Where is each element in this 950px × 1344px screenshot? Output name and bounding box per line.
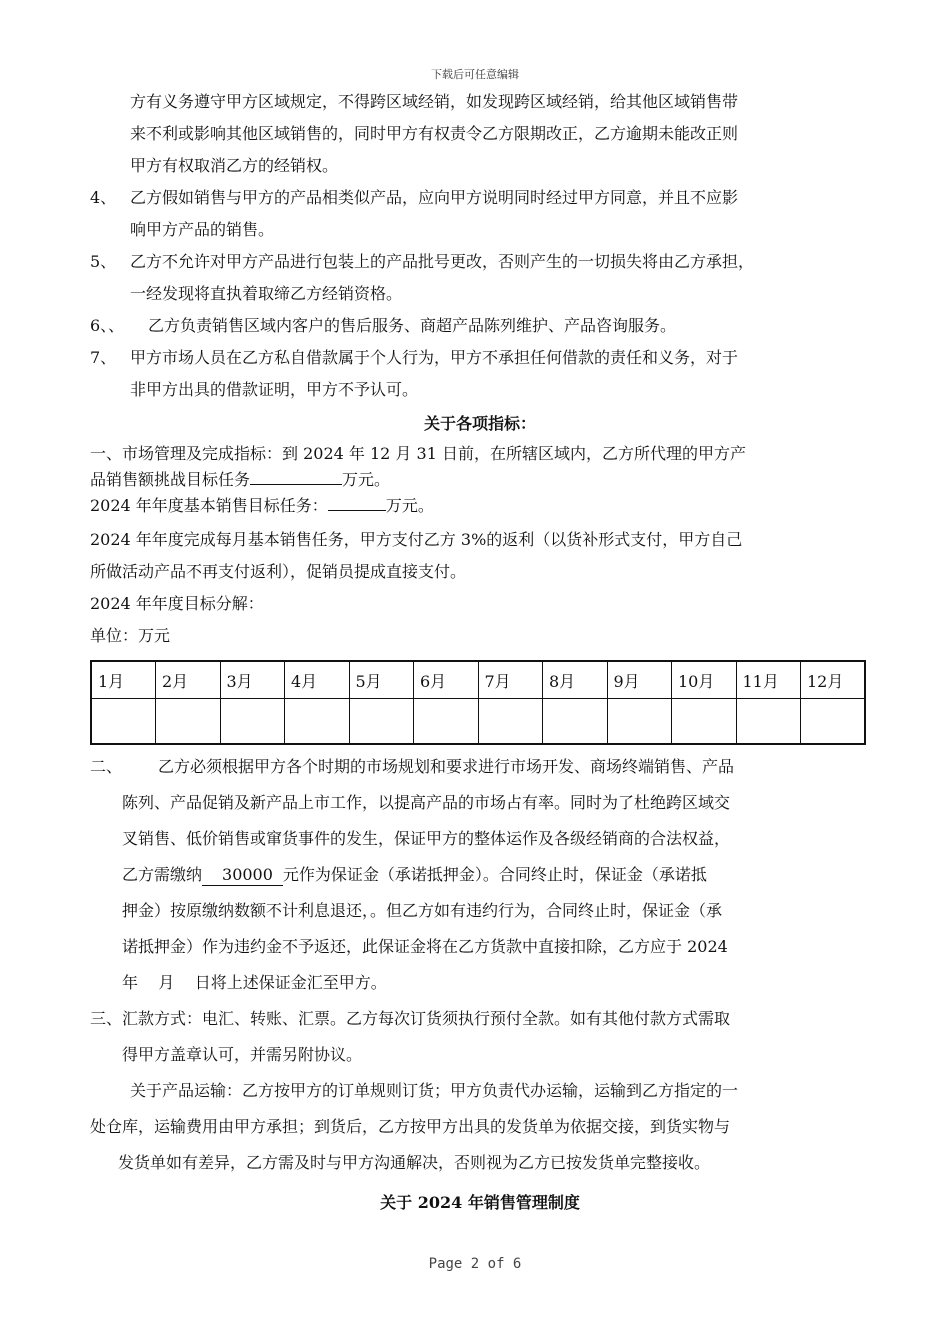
month-value-cell[interactable] bbox=[220, 699, 285, 745]
deposit-amount: 30000 bbox=[202, 865, 283, 886]
clause-6 bbox=[90, 310, 870, 342]
intro-line: 来不利或影响其他区域销售的，同时甲方有权责令乙方限期改正，乙方逾期未能改正则 bbox=[130, 124, 739, 143]
clause-number: 5、 bbox=[90, 252, 117, 271]
clause-5 bbox=[90, 246, 870, 278]
section-text bbox=[90, 857, 870, 893]
indicator-line bbox=[90, 466, 870, 492]
final-section-title: 关于 2024 年销售管理制度 bbox=[380, 1193, 580, 1212]
month-header: 12月 bbox=[801, 661, 866, 699]
indicator-line: 一、市场管理及完成指标：到 2024 年 12 月 31 日前，在所辖区域内，乙方所代理的甲方产 bbox=[90, 444, 746, 463]
month-value-cell[interactable] bbox=[156, 699, 221, 745]
clause-text: 乙方不允许对甲方产品进行包装上的产品批号更改，否则产生的一切损失将由乙方承担， bbox=[130, 252, 755, 271]
section-three bbox=[90, 1001, 870, 1037]
month-value-cell[interactable] bbox=[672, 699, 737, 745]
section-text: 乙方必须根据甲方各个时期的市场规划和要求进行市场开发、商场终端销售、产品 bbox=[158, 757, 735, 776]
clause-number: 4、 bbox=[90, 188, 117, 207]
page-number: Page 2 of 6 bbox=[428, 1256, 522, 1272]
month-value-cell[interactable] bbox=[607, 699, 672, 745]
table-header-row bbox=[91, 661, 865, 699]
month-value-cell[interactable] bbox=[801, 699, 866, 745]
section-number: 三、 bbox=[90, 1009, 123, 1028]
basic-target-blank[interactable] bbox=[328, 492, 386, 511]
month-header: 9月 bbox=[607, 661, 672, 699]
unit-label: 单位：万元 bbox=[90, 626, 171, 645]
indicator-line bbox=[90, 492, 870, 518]
clause-text: 甲方市场人员在乙方私自借款属于个人行为，甲方不承担任何借款的责任和义务，对于 bbox=[130, 348, 739, 367]
section-title: 关于各项指标： bbox=[423, 414, 536, 433]
document-body bbox=[90, 86, 870, 1221]
section-text: 诺抵押金）作为违约金不予返还，此保证金将在乙方货款中直接扣除，乙方应于 2024 bbox=[122, 937, 728, 956]
month-value-cell[interactable] bbox=[736, 699, 801, 745]
indicator-text: 万元。 bbox=[385, 496, 434, 515]
month-header: 10月 bbox=[672, 661, 737, 699]
month-header: 5月 bbox=[349, 661, 414, 699]
monthly-target-table bbox=[90, 660, 866, 745]
clause-text: 响甲方产品的销售。 bbox=[130, 220, 275, 239]
month-header: 2月 bbox=[156, 661, 221, 699]
intro-line: 方有义务遵守甲方区域规定，不得跨区域经销，如发现跨区域经销，给其他区域销售带 bbox=[130, 92, 739, 111]
clause-text: 乙方负责销售区域内客户的售后服务、商超产品陈列维护、产品咨询服务。 bbox=[148, 316, 677, 335]
month-header: 1月 bbox=[91, 661, 156, 699]
intro-line: 甲方有权取消乙方的经销权。 bbox=[130, 156, 339, 175]
section-text: 叉销售、低价销售或窜货事件的发生，保证甲方的整体运作及各级经销商的合法权益， bbox=[122, 829, 731, 848]
month-header: 7月 bbox=[478, 661, 543, 699]
section-text: 押金）按原缴纳数额不计利息退还，。但乙方如有违约行为，合同终止时，保证金（承 bbox=[122, 901, 723, 920]
deposit-text: 乙方需缴纳 bbox=[122, 865, 203, 884]
indicator-text: 品销售额挑战目标任务 bbox=[90, 470, 251, 489]
month-value-cell[interactable] bbox=[478, 699, 543, 745]
month-header: 4月 bbox=[285, 661, 350, 699]
month-value-cell[interactable] bbox=[414, 699, 479, 745]
indicator-text: 万元。 bbox=[342, 470, 391, 489]
challenge-target-blank[interactable] bbox=[250, 466, 342, 485]
section-number: 二、 bbox=[90, 757, 123, 776]
indicator-line: 2024 年年度目标分解： bbox=[90, 594, 264, 613]
transport-text: 关于产品运输：乙方按甲方的订单规则订货；甲方负责代办运输，运输到乙方指定的一 bbox=[130, 1081, 739, 1100]
section-text: 年 月 日将上述保证金汇至甲方。 bbox=[122, 973, 387, 992]
clause-number: 7、 bbox=[90, 348, 117, 367]
clause-7 bbox=[90, 342, 870, 374]
month-header: 3月 bbox=[220, 661, 285, 699]
indicator-line: 2024 年年度完成每月基本销售任务，甲方支付乙方 3%的返利（以货补形式支付，甲方自己 bbox=[90, 530, 743, 549]
month-value-cell[interactable] bbox=[91, 699, 156, 745]
indicator-line: 所做活动产品不再支付返利），促销员提成直接支付。 bbox=[90, 562, 467, 581]
clause-text: 一经发现将直执着取缔乙方经销资格。 bbox=[130, 284, 403, 303]
month-value-cell[interactable] bbox=[349, 699, 414, 745]
month-value-cell[interactable] bbox=[543, 699, 608, 745]
month-header: 11月 bbox=[736, 661, 801, 699]
section-two bbox=[90, 749, 870, 785]
table-row bbox=[91, 699, 865, 745]
indicator-text: 2024 年年度基本销售目标任务： bbox=[90, 496, 328, 515]
clause-text: 乙方假如销售与甲方的产品相类似产品，应向甲方说明同时经过甲方同意，并且不应影 bbox=[130, 188, 739, 207]
transport-text: 处仓库，运输费用由甲方承担；到货后，乙方按甲方出具的发货单为依据交接，到货实物与 bbox=[90, 1117, 731, 1136]
transport-text: 发货单如有差异，乙方需及时与甲方沟通解决，否则视为乙方已按发货单完整接收。 bbox=[118, 1153, 711, 1172]
month-header: 6月 bbox=[414, 661, 479, 699]
section-text: 陈列、产品促销及新产品上市工作，以提高产品的市场占有率。同时为了杜绝跨区域交 bbox=[122, 793, 731, 812]
section-text: 得甲方盖章认可，并需另附协议。 bbox=[122, 1045, 363, 1064]
deposit-text: 元作为保证金（承诺抵押金）。合同终止时，保证金（承诺抵 bbox=[282, 865, 707, 884]
month-header: 8月 bbox=[543, 661, 608, 699]
page-header-note: 下载后可任意编辑 bbox=[431, 68, 519, 81]
section-text: 汇款方式：电汇、转账、汇票。乙方每次订货须执行预付全款。如有其他付款方式需取 bbox=[122, 1009, 731, 1028]
clause-text: 非甲方出具的借款证明，甲方不予认可。 bbox=[130, 380, 419, 399]
clause-4 bbox=[90, 182, 870, 214]
clause-number: 6、、 bbox=[90, 316, 125, 335]
month-value-cell[interactable] bbox=[285, 699, 350, 745]
